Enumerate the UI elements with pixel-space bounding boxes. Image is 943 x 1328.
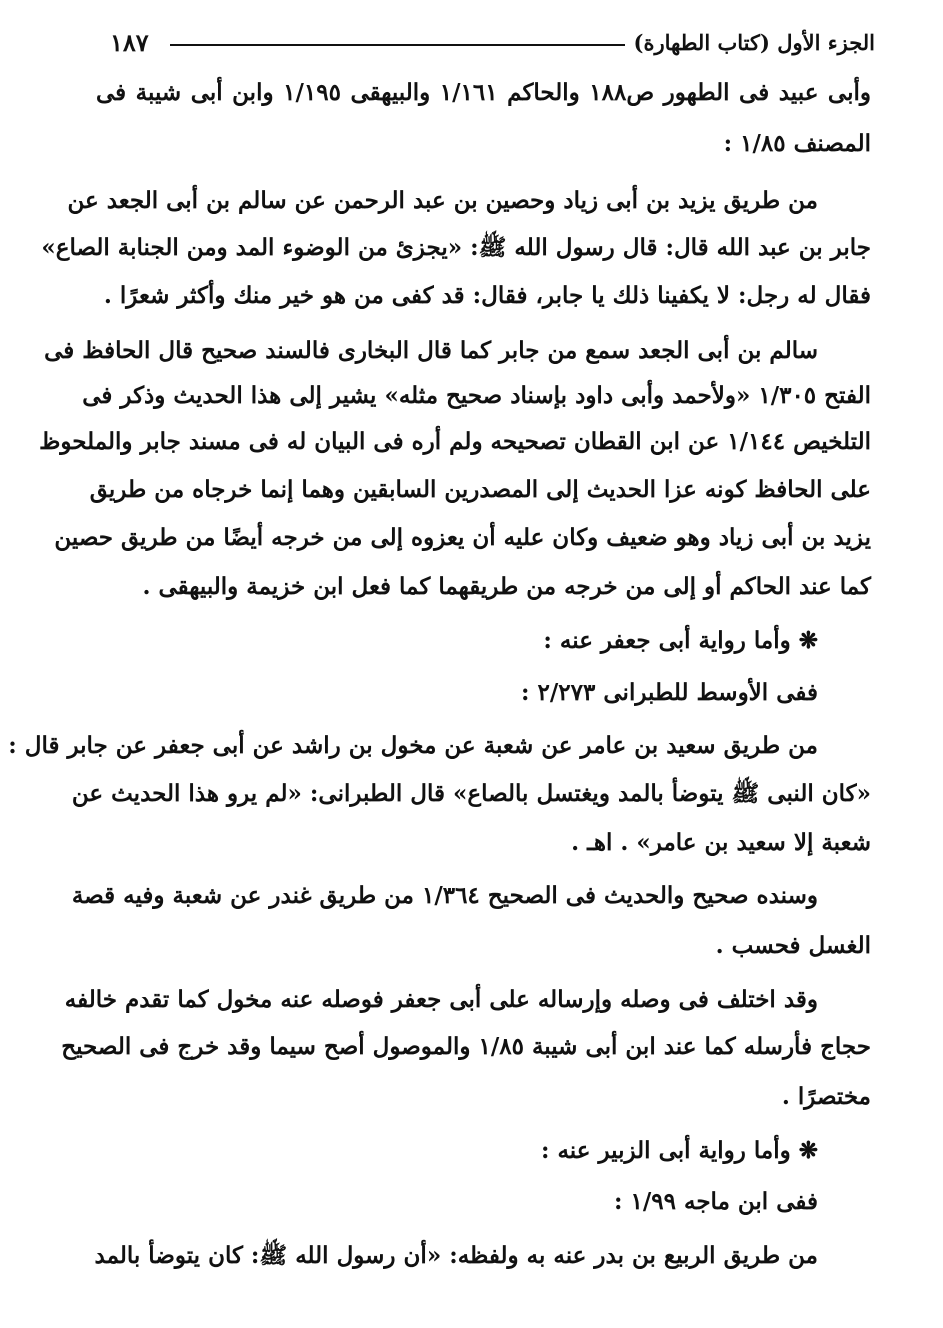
text-line: على الحافظ كونه عزا الحديث إلى المصدرين السابقين وهما إنما خرجاه من طريق [89, 476, 871, 503]
text-line: «كان النبى ﷺ يتوضأ بالمد ويغتسل بالصاع» قال الطبرانى: «لم يرو هذا الحديث عن [71, 780, 871, 807]
text-line: وأبى عبيد فى الطهور ص١٨٨ والحاكم ١/١٦١ والبيهقى ١/١٩٥ وابن أبى شيبة فى [96, 79, 872, 106]
text-line: الغسل فحسب . [715, 932, 871, 959]
header-rule [170, 44, 625, 46]
text-line: الفتح ١/٣٠٥ «ولأحمد وأبى داود بإسناد صحيح مثله» يشير إلى هذا الحديث وذكر فى [82, 382, 871, 409]
text-line: من طريق يزيد بن أبى زياد وحصين بن عبد الرحمن عن سالم بن أبى الجعد عن [67, 187, 818, 214]
text-line: حجاج فأرسله كما عند ابن أبى شيبة ١/٨٥ والموصول أصح سيما وقد خرج فى الصحيح [61, 1033, 871, 1060]
text-line: ففى ابن ماجه ١/٩٩ : [614, 1188, 818, 1215]
section-heading-text: وأما رواية أبى الزبير عنه : [540, 1137, 791, 1164]
text-line: فقال له رجل: لا يكفينا ذلك يا جابر، فقال: قد كفى من هو خير منك وأكثر شعرًا . [103, 282, 871, 309]
section-heading-text: وأما رواية أبى جعفر عنه : [543, 627, 791, 654]
text-line: شعبة إلا سعيد بن عامر» . اهـ . [571, 829, 871, 856]
text-line: ففى الأوسط للطبرانى ٢/٢٧٣ : [521, 679, 818, 706]
text-line: مختصرًا . [781, 1083, 871, 1110]
page-number: ١٨٧ [110, 28, 149, 57]
text-line: يزيد بن أبى زياد وهو ضعيف وكان عليه أن يعزوه إلى من خرجه أيضًا من طريق حصين [54, 524, 871, 551]
section-marker-icon: ❋ [798, 627, 818, 654]
text-line: كما عند الحاكم أو إلى من خرجه من طريقهما كما فعل ابن خزيمة والبيهقى . [142, 573, 871, 600]
page-header [110, 30, 875, 62]
text-line: التلخيص ١/١٤٤ عن ابن القطان تصحيحه ولم أره فى البيان له فى مسند جابر والملحوظ [39, 428, 871, 455]
text-line: من طريق الربيع بن بدر عنه به ولفظه: «أن رسول الله ﷺ: كان يتوضأ بالمد [94, 1242, 818, 1269]
text-line: المصنف ١/٨٥ : [723, 130, 871, 157]
text-line: من طريق سعيد بن عامر عن شعبة عن مخول بن راشد عن أبى جعفر عن جابر قال : [8, 732, 818, 759]
text-line: وقد اختلف فى وصله وإرساله على أبى جعفر فوصله عنه مخول كما تقدم خالفه [64, 986, 818, 1013]
running-title: الجزء الأول (كتاب الطهارة) [633, 30, 875, 55]
text-line: جابر بن عبد الله قال: قال رسول الله ﷺ: «يجزئ من الوضوء المد ومن الجنابة الصاع» [41, 234, 871, 261]
section-marker-icon: ❋ [798, 1137, 818, 1164]
section-heading [96, 1131, 818, 1171]
text-line: سالم بن أبى الجعد سمع من جابر كما قال البخارى فالسند صحيح قال الحافظ فى [44, 337, 818, 364]
text-line: وسنده صحيح والحديث فى الصحيح ١/٣٦٤ من طريق غندر عن شعبة وفيه قصة [71, 882, 818, 909]
section-heading [96, 621, 818, 661]
